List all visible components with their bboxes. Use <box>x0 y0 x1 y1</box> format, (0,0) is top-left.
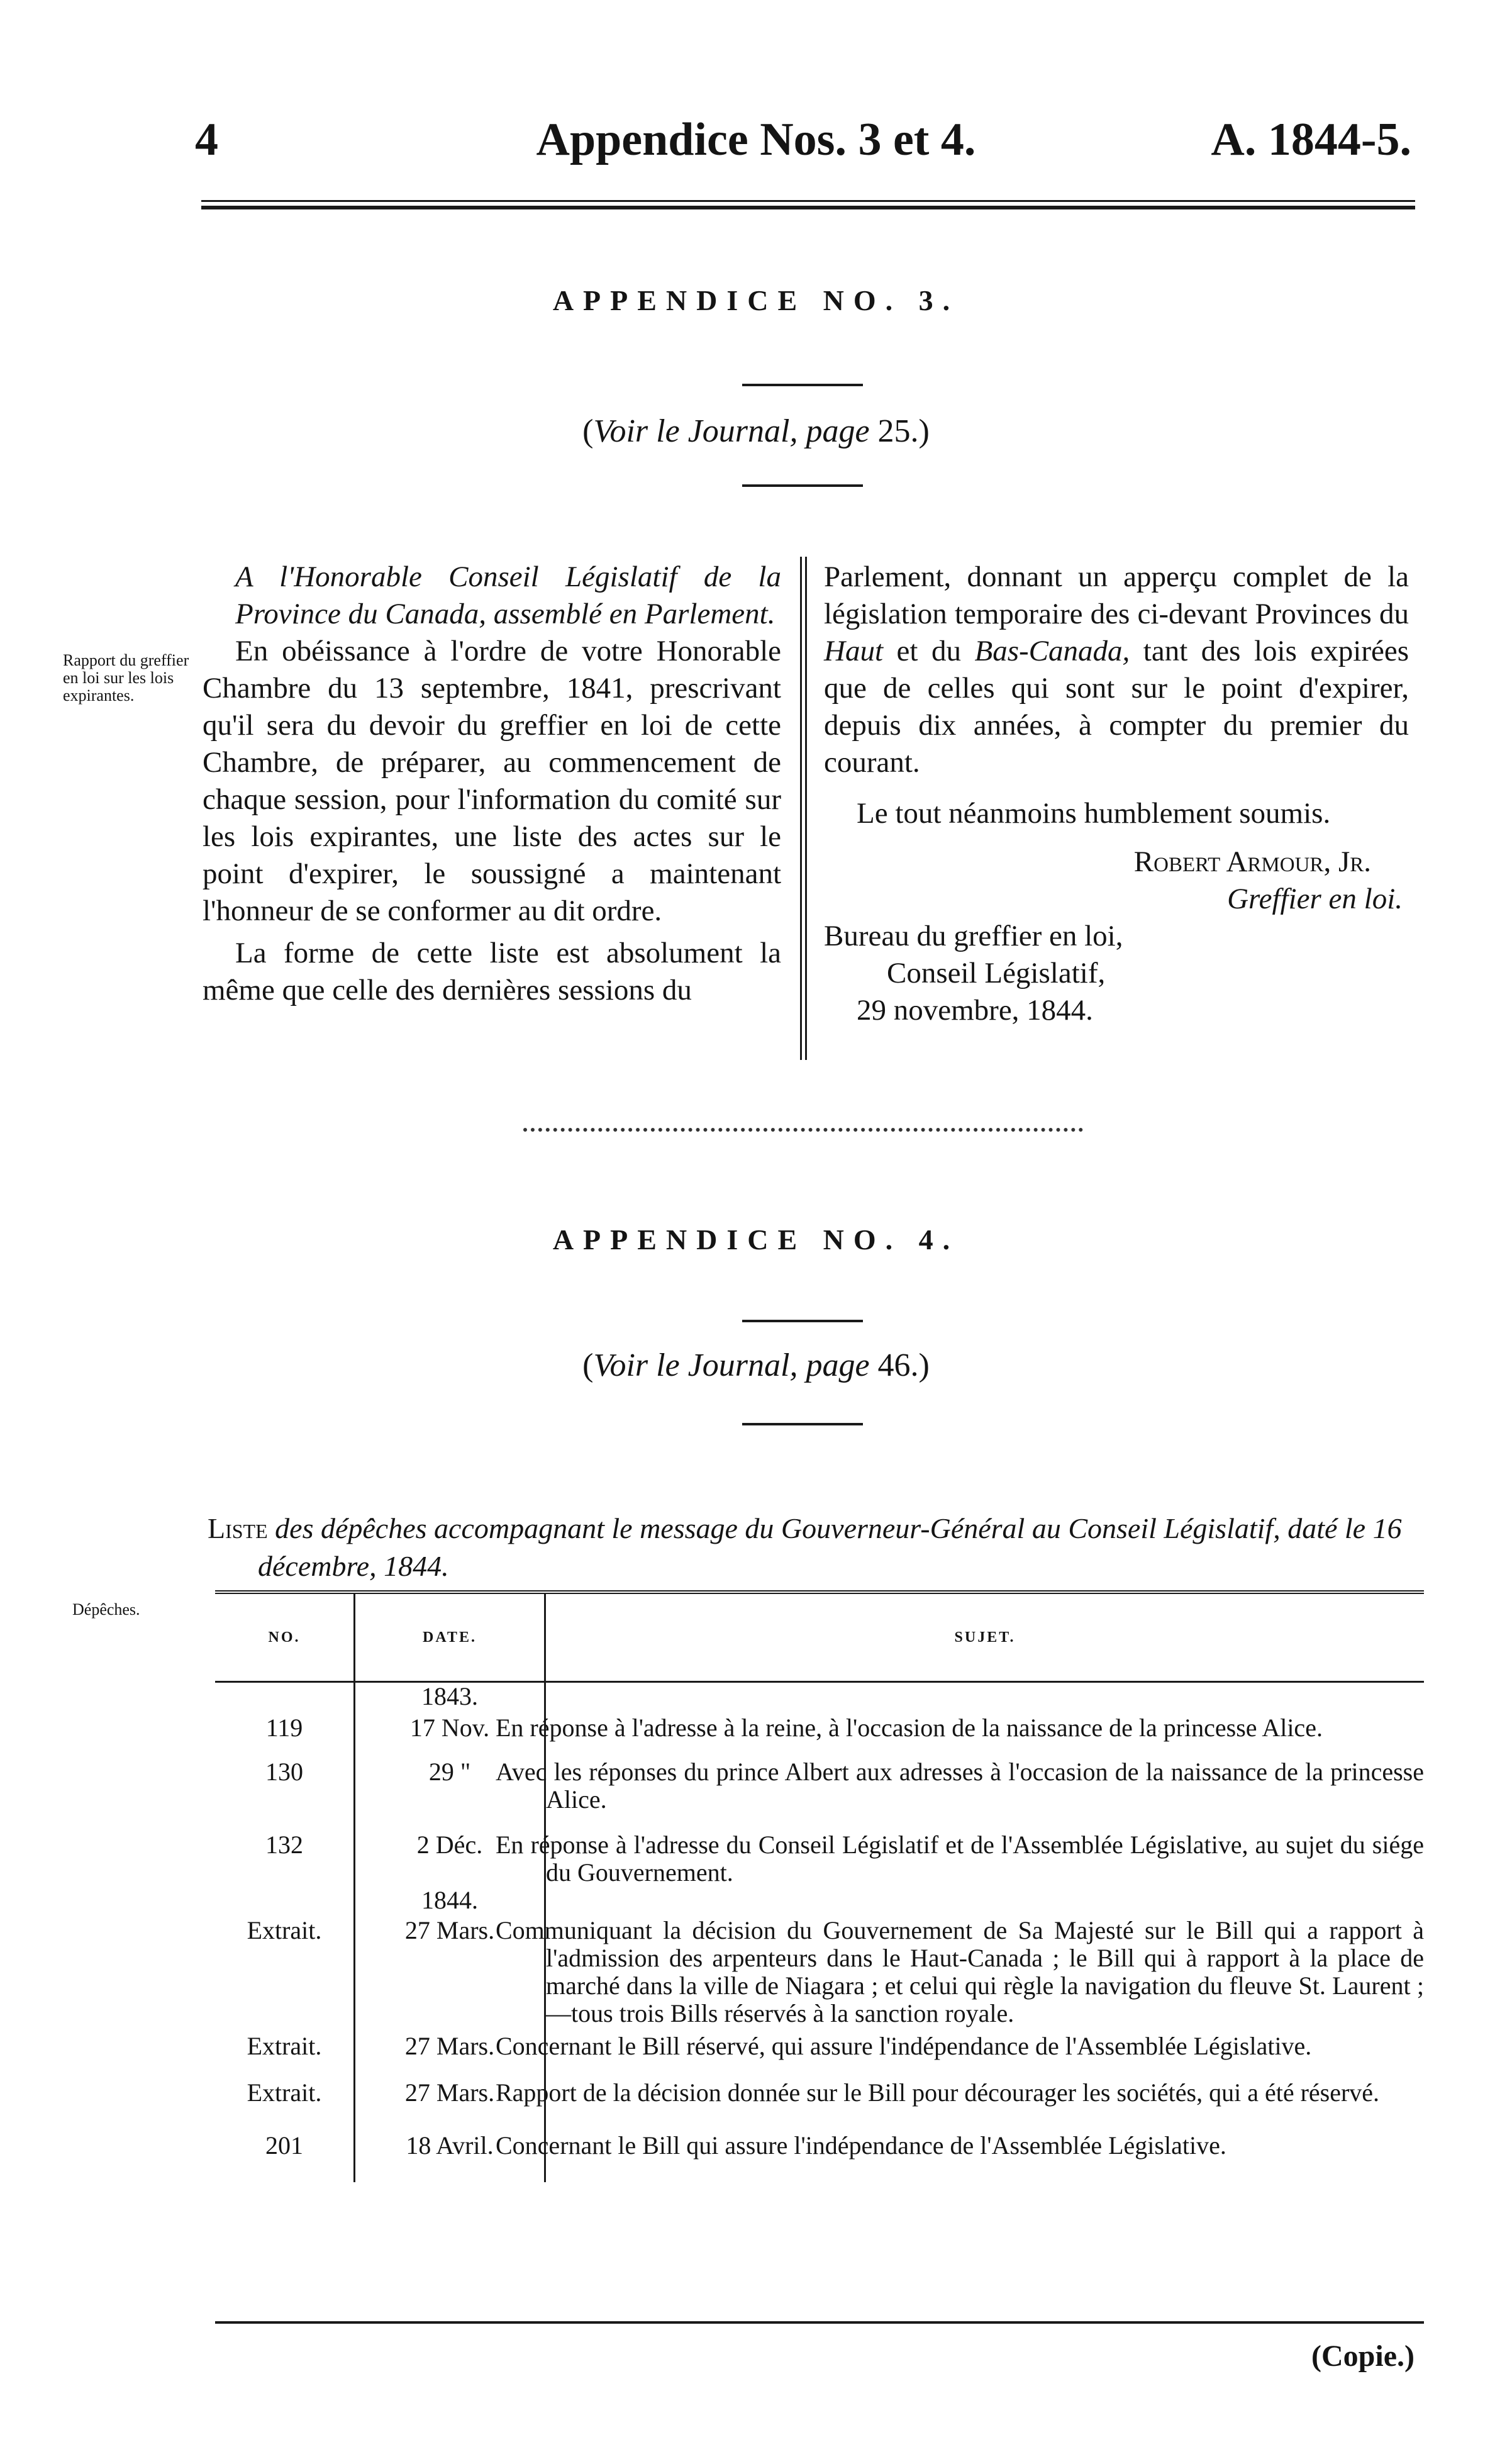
appendix-4-heading: APPENDICE NO. 4. <box>552 1224 960 1256</box>
dispatch-no: Extrait. <box>215 2060 355 2107</box>
dispatch-date: 29 " <box>355 1742 545 1814</box>
dispatch-no: 130 <box>215 1742 355 1814</box>
office-line-1: Bureau du greffier en loi, <box>824 920 1123 952</box>
table-bottom-rule <box>215 2321 1424 2324</box>
table-row <box>215 1710 1424 1742</box>
dispatch-subject: Avec les réponses du prince Albert aux adresses à l'occasion de la naissance de la princesse Alice. <box>496 1758 1424 1814</box>
list-lead-word: Liste <box>208 1512 268 1544</box>
bas-canada-ref: Bas-Canada, <box>974 635 1130 667</box>
section-separator <box>523 1128 1083 1132</box>
appendix-3-heading: APPENDICE NO. 3. <box>552 284 960 316</box>
dispatch-subject: Communiquant la décision du Gouvernement de Sa Majesté sur le Bill qui a rapport à l'admission des arpenteurs dans le Haut-Canada ; le Bill qui à rapport à la place de marché dans la ville de Niagara ; et celui qui règle la navigation du fleuve St. Laurent ;—tous trois Bills réservés à la sanction royale. <box>496 1916 1424 2027</box>
page-header-title: Appendice Nos. 3 et 4. <box>536 114 976 165</box>
report-paragraph-2: La forme de cette liste est absolument la même que celle des dernières sessions du <box>203 937 781 1006</box>
appendix-4-rule-2 <box>742 1423 863 1425</box>
ref-open-paren: ( <box>582 1347 594 1383</box>
dispatch-date: 27 Mars. <box>355 1914 545 2027</box>
report-paragraph-2-continued <box>824 559 1409 781</box>
ref-journal-text: Voir le Journal, page <box>593 413 870 449</box>
continued-text-a: Parlement, donnant un apperçu complet de la législation temporaire des ci-devant Provinces du <box>824 560 1409 630</box>
appendix-3-right-column <box>824 559 1409 1029</box>
dispatch-date: 27 Mars. <box>355 2027 545 2060</box>
col-header-subject: SUJET. <box>545 1592 1425 1682</box>
table-row <box>215 1814 1424 1887</box>
ref-page: 46.) <box>877 1347 930 1383</box>
column-divider-b <box>805 557 807 1060</box>
signature-title: Greffier en loi. <box>1227 883 1403 915</box>
column-divider-a <box>800 557 802 1060</box>
continued-text-b: tant des lois expirées que de celles qui sont sur le point d'expirer, depuis dix années, à compter du premier du courant. <box>824 635 1409 779</box>
closing-line: Le tout néanmoins humblement soumis. <box>857 797 1331 830</box>
page-header-year: A. 1844-5. <box>1211 114 1411 165</box>
header-rule-top <box>201 200 1415 202</box>
dispatch-list-title <box>208 1510 1418 1585</box>
appendix-3-rule-2 <box>742 484 863 487</box>
appendix-4-rule-1 <box>742 1320 863 1322</box>
appendix-3-rule-1 <box>742 384 863 386</box>
dispatch-subject: Concernant le Bill réservé, qui assure l'indépendance de l'Assemblée Législative. <box>496 2032 1312 2060</box>
haut-canada-ref: Haut <box>824 635 883 667</box>
ref-journal-text: Voir le Journal, page <box>593 1347 870 1383</box>
dispatch-date: 18 Avril. <box>355 2107 545 2182</box>
table-row <box>215 1887 1424 1914</box>
address-line: A l'Honorable Conseil Législatif de la Province du Canada, assemblé en Parlement. <box>235 560 781 630</box>
ref-page: 25.) <box>877 413 930 449</box>
table-row <box>215 1742 1424 1814</box>
dispatch-no: 201 <box>215 2107 355 2182</box>
page-number: 4 <box>195 114 218 165</box>
col-header-date: DATE. <box>355 1592 545 1682</box>
list-title-text: des dépêches accompagnant le message du Gouverneur-Général au Conseil Législatif, daté le 16 décembre, 1844. <box>258 1512 1402 1582</box>
appendix-4-journal-ref <box>0 1349 1512 1382</box>
col-header-no: NO. <box>215 1592 355 1682</box>
table-row <box>215 2060 1424 2107</box>
appendix-3-journal-ref <box>0 415 1512 448</box>
header-rule-bottom <box>201 206 1415 209</box>
dispatch-date: 2 Déc. <box>355 1814 545 1887</box>
dispatch-date: 27 Mars. <box>355 2060 545 2107</box>
year-label: 1844. <box>355 1887 545 1914</box>
margin-note-depeches: Dépêches. <box>72 1600 140 1619</box>
copie-label: (Copie.) <box>1311 2339 1415 2373</box>
dispatch-no: Extrait. <box>215 2027 355 2060</box>
et-du-text: et du <box>896 635 961 667</box>
report-paragraph-1: En obéissance à l'ordre de votre Honorable Chambre du 13 septembre, 1841, prescrivant qu'il sera du devoir du greffier en loi de cette Chambre, de préparer, au commencement de chaque session, pour l'information du comité sur les lois expirantes, une liste des actes sur le point d'expirer, le soussigné a maintenant l'honneur de se conformer au dit ordre. <box>203 635 781 927</box>
dispatch-subject: Rapport de la décision donnée sur le Bill pour décourager les sociétés, qui a été réservé. <box>496 2078 1380 2107</box>
dispatch-subject: Concernant le Bill qui assure l'indépendance de l'Assemblée Législative. <box>496 2131 1226 2160</box>
margin-note-rapport: Rapport du greffier en loi sur les lois expirantes. <box>63 651 189 705</box>
report-date: 29 novembre, 1844. <box>857 994 1093 1027</box>
dispatch-subject: En réponse à l'adresse à la reine, à l'occasion de la naissance de la princesse Alice. <box>496 1714 1323 1742</box>
signature-name: Robert Armour, Jr. <box>1133 845 1371 878</box>
dispatch-no: 132 <box>215 1814 355 1887</box>
appendix-3-left-column <box>203 559 781 1009</box>
dispatch-date: 17 Nov. <box>355 1710 545 1742</box>
year-label: 1843. <box>355 1682 545 1711</box>
table-row <box>215 1914 1424 2027</box>
dispatch-no: Extrait. <box>215 1914 355 2027</box>
dispatch-table <box>215 1590 1424 2182</box>
dispatch-subject: En réponse à l'adresse du Conseil Législatif et de l'Assemblée Législative, au sujet du siége du Gouvernement. <box>496 1831 1424 1887</box>
office-line-2: Conseil Législatif, <box>887 957 1106 990</box>
dispatch-no: 119 <box>215 1710 355 1742</box>
table-row <box>215 1682 1424 1711</box>
ref-open-paren: ( <box>582 413 594 449</box>
table-row <box>215 2107 1424 2182</box>
table-row <box>215 2027 1424 2060</box>
